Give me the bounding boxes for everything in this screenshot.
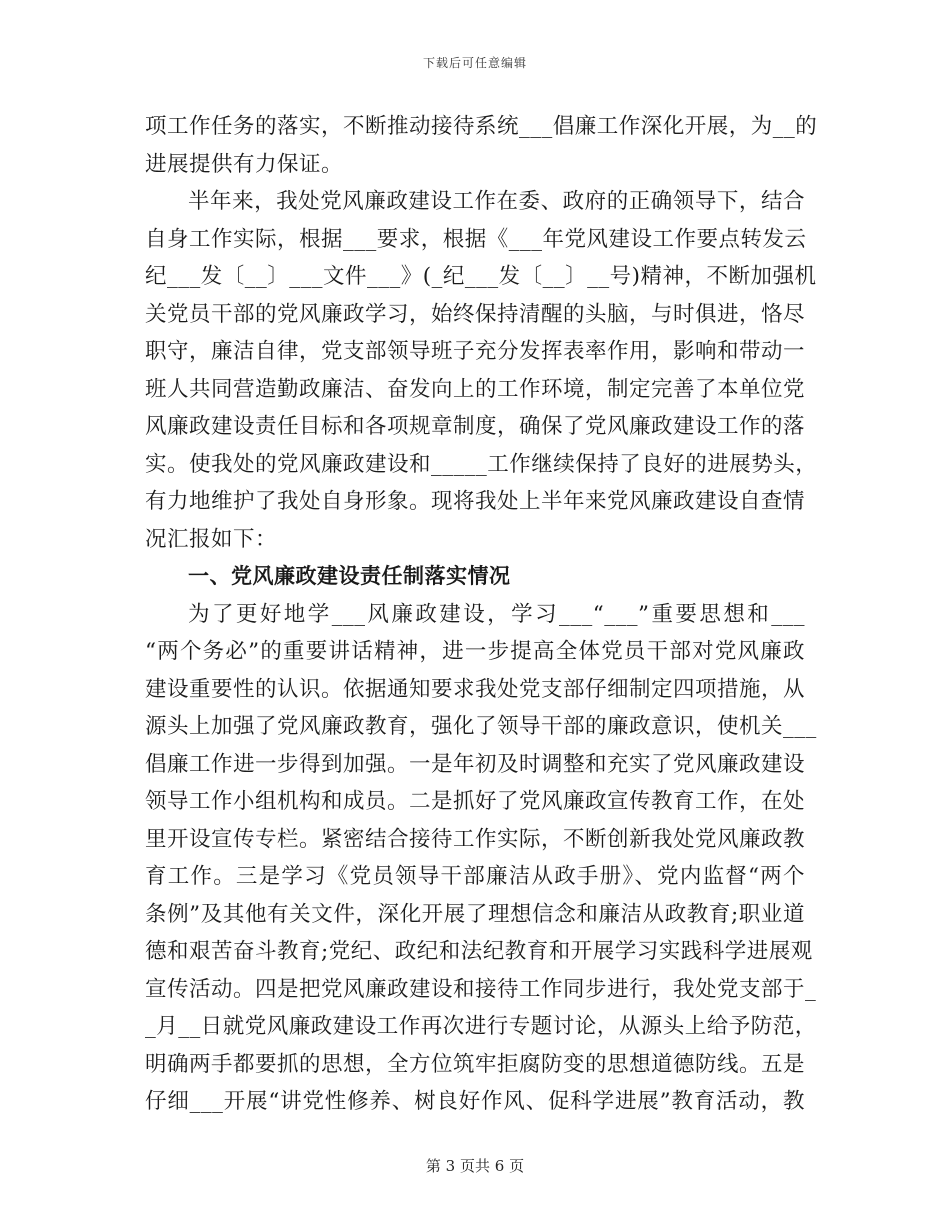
paragraph-line: 育工作。三是学习《党员领导干部廉洁从政手册》、党内监督“两个 <box>145 864 805 889</box>
paragraph-line: 自身工作实际，根据___要求，根据《___年党风建设工作要点转发云 <box>145 226 807 252</box>
paragraph-line: 宣传活动。四是把党风廉政建设和接待工作同步进行，我处党支部于_ <box>145 976 817 1002</box>
paragraph-line: 风廉政建设责任目标和各项规章制度，确保了党风廉政建设工作的落 <box>145 414 806 439</box>
paragraph-line: “两个务必”的重要讲话精神，进一步提高全体党员干部对党风廉政 <box>145 639 805 664</box>
paragraph-line: 有力地维护了我处自身形象。现将我处上半年来党风廉政建设自查情 <box>145 489 806 514</box>
section-heading: 一、党风廉政建设责任制落实情况 <box>188 564 511 588</box>
paragraph-line: 源头上加强了党风廉政教育，强化了领导干部的廉政意识，使机关___ <box>145 714 817 739</box>
paragraph-line: 纪___发〔__〕___文件___》(_纪___发〔__〕__号)精神，不断加强机 <box>145 264 817 289</box>
paragraph-line: 半年来，我处党风廉政建设工作在委、政府的正确领导下，结合 <box>188 189 805 214</box>
page-header: 下载后可任意编辑 <box>422 56 527 70</box>
paragraph-line: _月__日就党风廉政建设工作再次进行专题讨论，从源头上给予防范， <box>145 1014 817 1039</box>
paragraph-line: 里开设宣传专栏。紧密结合接待工作实际，不断创新我处党风廉政教 <box>145 826 806 852</box>
paragraph-line: 关党员干部的党风廉政学习，始终保持清醒的头脑，与时俱进，恪尽 <box>145 301 806 327</box>
paragraph-line: 领导工作小组机构和成员。二是抓好了党风廉政宣传教育工作，在处 <box>145 789 806 814</box>
document-body <box>145 108 818 1121</box>
page-number: 第 3 页共 6 页 <box>425 1157 525 1175</box>
paragraph-line: 况汇报如下： <box>145 526 278 552</box>
paragraph-line: 德和艰苦奋斗教育;党纪、政纪和法纪教育和开展学习实践科学进展观 <box>145 939 813 964</box>
paragraph-line: 仔细___开展“讲党性修养、树良好作风、促科学进展”教育活动，教 <box>145 1089 805 1114</box>
paragraph-line: 倡廉工作进一步得到加强。一是年初及时调整和充实了党风廉政建设 <box>145 751 806 777</box>
paragraph-line: 实。使我处的党风廉政建设和_____工作继续保持了良好的进展势头， <box>145 451 818 477</box>
paragraph-line: 为了更好地学___风廉政建设，学习___“___”重要思想和___ <box>188 601 805 627</box>
paragraph-line: 项工作任务的落实，不断推动接待系统___倡廉工作深化开展，为__的 <box>145 114 818 139</box>
paragraph-line: 建设重要性的认识。依据通知要求我处党支部仔细制定四项措施，从 <box>145 676 806 702</box>
paragraph-line: 班人共同营造勤政廉洁、奋发向上的工作环境，制定完善了本单位党 <box>145 376 806 402</box>
paragraph-line: 明确两手都要抓的思想，全方位筑牢拒腐防变的思想道德防线。五是 <box>145 1051 806 1077</box>
paragraph-line: 条例”及其他有关文件，深化开展了理想信念和廉洁从政教育;职业道 <box>145 901 805 927</box>
paragraph-line: 进展提供有力保证。 <box>145 151 344 177</box>
paragraph-line: 职守，廉洁自律，党支部领导班子充分发挥表率作用，影响和带动一 <box>145 339 806 364</box>
